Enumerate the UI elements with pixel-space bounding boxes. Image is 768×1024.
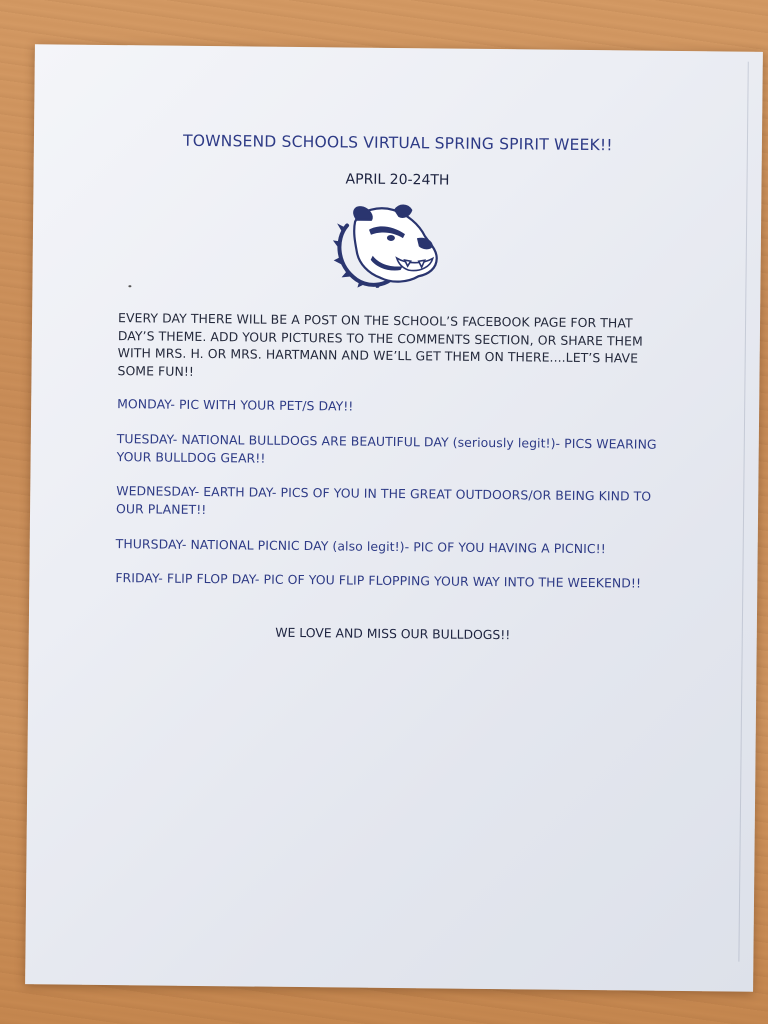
event-dates: APRIL 20-24TH [345, 171, 450, 189]
wednesday-theme: WEDNESDAY- EARTH DAY- PICS OF YOU IN THE GREAT OUTDOORS/OR BEING KIND TO OUR PLANET!! [116, 483, 652, 518]
flyer-title: TOWNSEND SCHOOLS VIRTUAL SPRING SPIRIT WEEK!! [183, 131, 613, 155]
monday-theme: MONDAY- PIC WITH YOUR PET/S DAY!! [117, 396, 354, 414]
thursday-theme: THURSDAY- NATIONAL PICNIC DAY (also legit!)- PIC OF YOU HAVING A PICNIC!! [115, 536, 606, 557]
tuesday-theme: TUESDAY- NATIONAL BULLDOGS ARE BEAUTIFUL DAY (seriously legit!)- PICS WEARING YOUR BULLDOG GEAR!! [116, 431, 657, 466]
flyer-paper [25, 44, 763, 992]
friday-theme: FRIDAY- FLIP FLOP DAY- PIC OF YOU FLIP FLOPPING YOUR WAY INTO THE WEEKEND!! [115, 570, 642, 591]
intro-paragraph: EVERY DAY THERE WILL BE A POST ON THE SCHOOL’S FACEBOOK PAGE FOR THAT DAY’S THEME. ADD YOUR PICTURES TO THE COMMENTS SECTION, OR SHARE THEM WITH MRS. H. OR MRS. HARTMANN AND WE’LL GET THEM ON THERE....LET’S HAVE SOME FUN!! [117, 310, 643, 379]
bulldog-mascot-icon [332, 203, 443, 288]
closing-line: WE LOVE AND MISS OUR BULLDOGS!! [275, 624, 511, 643]
paper-speck [128, 285, 131, 287]
